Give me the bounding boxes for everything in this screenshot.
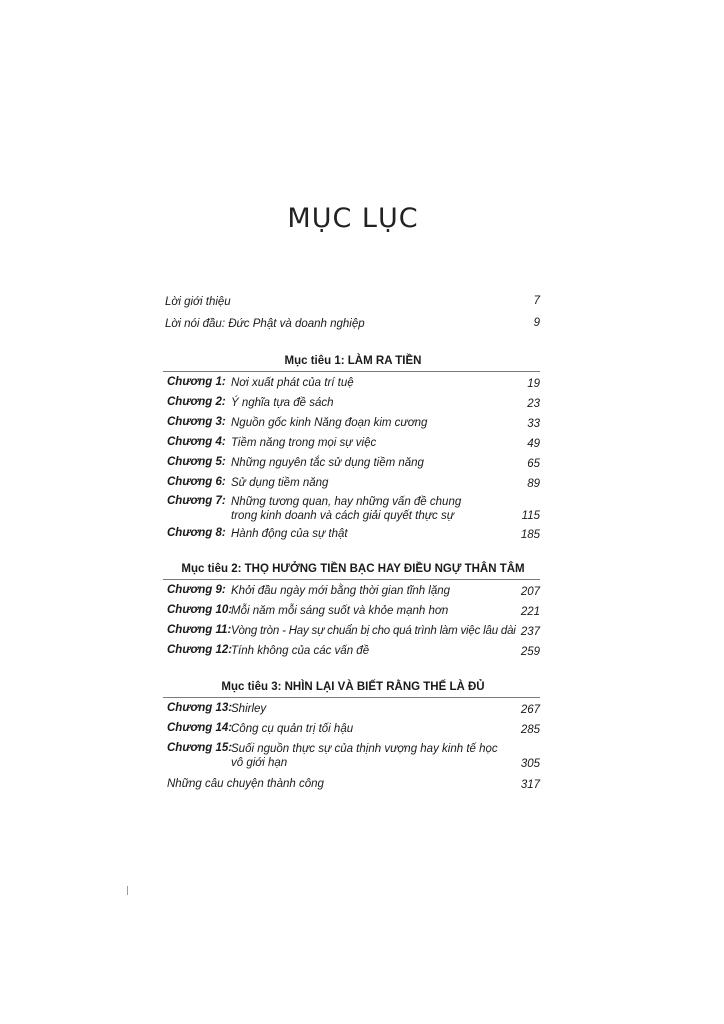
toc-entry-introduction: Lời giới thiệu [165, 296, 231, 308]
section-heading-1: Mục tiêu 1: LÀM RA TIỀN [284, 355, 422, 367]
chapter-label: Chương 8: [167, 527, 226, 539]
chapter-title: Khởi đầu ngày mới bằng thời gian tĩnh lặng [231, 585, 451, 597]
chapter-page: 65 [527, 458, 540, 470]
chapter-title: Nơi xuất phát của trí tuệ [231, 377, 354, 389]
section-divider [163, 579, 540, 580]
section-heading-2: Mục tiêu 2: THỌ HƯỞNG TIỀN BẠC HAY ĐIỀU NGỰ THÂN TÂM [181, 563, 525, 575]
chapter-label: Chương 5: [167, 456, 226, 468]
chapter-page: 185 [520, 529, 540, 541]
section-heading-3: Mục tiêu 3: NHÌN LẠI VÀ BIẾT RẰNG THẾ LÀ ĐỦ [221, 681, 485, 693]
chapter-label: Chương 7: [167, 495, 226, 507]
chapter-title: Mỗi năm mỗi sáng suốt và khỏe mạnh hơn [231, 605, 449, 617]
chapter-page: 23 [527, 398, 540, 410]
chapter-title: Suối nguồn thực sự của thịnh vượng hay kinh tế học [231, 743, 498, 755]
toc-page-number: 317 [520, 779, 540, 791]
chapter-title: Shirley [231, 703, 267, 715]
toc-page-number: 7 [533, 295, 540, 307]
chapter-label: Chương 14: [167, 722, 233, 734]
chapter-title: Những tương quan, hay những vấn đề chung [231, 496, 462, 508]
chapter-title: Công cụ quản trị tối hậu [231, 723, 354, 735]
chapter-page: 267 [520, 704, 540, 716]
chapter-title: Vòng tròn - Hay sự chuẩn bị cho quá trình làm việc lâu dài [231, 625, 516, 637]
chapter-label: Chương 2: [167, 396, 226, 408]
page-title: MỤC LỤC [287, 203, 419, 234]
toc-entry-success-stories: Những câu chuyện thành công [167, 778, 324, 790]
chapter-label: Chương 15: [167, 742, 233, 754]
chapter-page: 237 [520, 626, 540, 638]
scan-margin-mark [127, 886, 128, 895]
chapter-label: Chương 12: [167, 644, 233, 656]
chapter-title-continued: trong kinh doanh và cách giải quyết thực sự [231, 510, 454, 522]
chapter-page: 305 [520, 758, 540, 770]
chapter-title: Hành động của sự thật [231, 528, 348, 540]
chapter-page: 259 [520, 646, 540, 658]
chapter-page: 19 [527, 378, 540, 390]
toc-page-number: 9 [533, 317, 540, 329]
chapter-title: Tính không của các vấn đề [231, 645, 370, 657]
chapter-page: 285 [520, 724, 540, 736]
chapter-title: Những nguyên tắc sử dụng tiềm năng [231, 457, 424, 469]
chapter-label: Chương 3: [167, 416, 226, 428]
chapter-label: Chương 13: [167, 702, 233, 714]
chapter-label: Chương 1: [167, 376, 226, 388]
chapter-label: Chương 6: [167, 476, 226, 488]
chapter-page: 49 [527, 438, 540, 450]
chapter-label: Chương 11: [167, 624, 232, 636]
chapter-page: 33 [527, 418, 540, 430]
chapter-page: 207 [520, 586, 540, 598]
chapter-page: 221 [520, 606, 540, 618]
toc-entry-preface: Lời nói đầu: Đức Phật và doanh nghiệp [165, 318, 365, 330]
chapter-title-continued: vô giới hạn [231, 757, 288, 769]
chapter-label: Chương 9: [167, 584, 226, 596]
chapter-page: 115 [521, 510, 540, 522]
chapter-label: Chương 10: [167, 604, 233, 616]
section-divider [163, 371, 540, 372]
chapter-page: 89 [527, 478, 540, 490]
chapter-title: Sử dụng tiềm năng [231, 477, 329, 489]
chapter-label: Chương 4: [167, 436, 226, 448]
section-divider [163, 697, 540, 698]
chapter-title: Ý nghĩa tựa đề sách [231, 397, 334, 409]
chapter-title: Nguồn gốc kinh Năng đoạn kim cương [231, 417, 428, 429]
chapter-title: Tiềm năng trong mọi sự việc [231, 437, 377, 449]
